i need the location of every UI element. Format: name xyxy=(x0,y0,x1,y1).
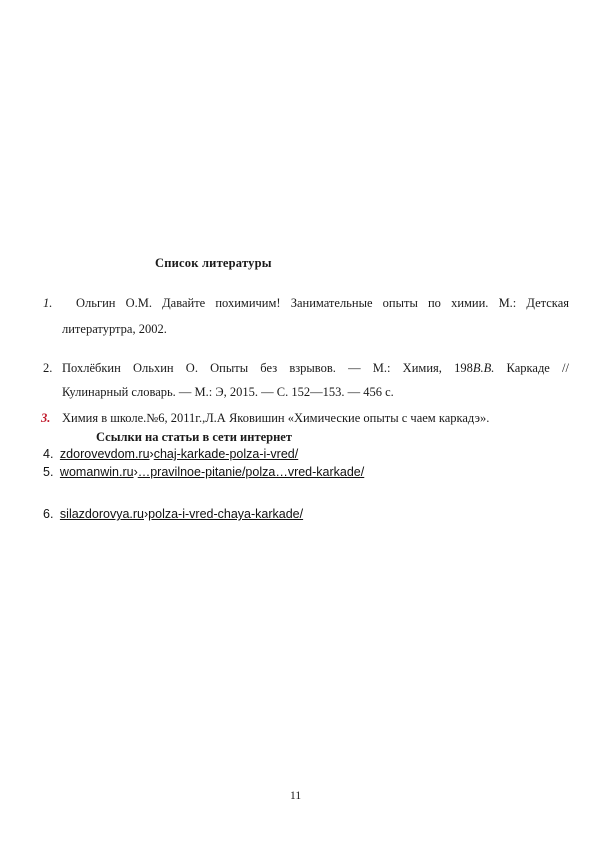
reference-number-2: 2. xyxy=(43,361,53,375)
link-path-6[interactable]: polza-i-vred-chaya-karkade/ xyxy=(148,507,304,521)
link-separator-6: › xyxy=(144,507,149,521)
link-domain-4[interactable]: zdorovevdom.ru xyxy=(59,447,150,461)
link-path-5[interactable]: …pravilnoe-pitanie/polza…vred-karkade/ xyxy=(137,465,365,479)
reference-1-line-1: Ольгин О.М. Давайте похимичим! Занимательные опыты по химии. М.: Детская xyxy=(76,296,569,310)
reference-3-text: Химия в школе.№6, 2011г.,Л.А Яковишин «Химические опыты с чаем каркадэ». xyxy=(62,411,490,425)
internet-links-heading: Ссылки на статьи в сети интернет xyxy=(96,430,292,444)
link-item-6 xyxy=(43,507,303,521)
link-number-6: 6. xyxy=(43,507,54,521)
link-item-5 xyxy=(43,465,364,479)
link-number-5: 5. xyxy=(43,465,54,479)
reference-2-line-1 xyxy=(62,361,569,376)
reference-2-initials: В.В. xyxy=(472,361,495,375)
link-domain-5[interactable]: womanwin.ru xyxy=(59,465,134,479)
reference-2-line-2: Кулинарный словарь. — М.: Э, 2015. — С. 152—153. — 456 с. xyxy=(62,385,394,399)
reference-1-line-2: литературтра, 2002. xyxy=(62,322,167,336)
link-path-4[interactable]: chaj-karkade-polza-i-vred/ xyxy=(153,447,299,461)
link-number-4: 4. xyxy=(43,447,54,461)
link-item-4 xyxy=(43,447,298,461)
link-separator-5: › xyxy=(133,465,138,479)
reference-number-3: 3. xyxy=(41,411,51,425)
link-separator-4: › xyxy=(149,447,154,461)
bibliography-title: Список литературы xyxy=(155,256,272,270)
reference-number-1: 1. xyxy=(43,296,53,310)
reference-2-text: Похлёбкин Ольхин О. Опыты без взрывов. — М.: Химия, 198 xyxy=(62,361,473,375)
link-domain-6[interactable]: silazdorovya.ru xyxy=(59,507,144,521)
page-number: 11 xyxy=(290,790,302,802)
reference-2-tail: Каркаде // xyxy=(494,361,569,375)
